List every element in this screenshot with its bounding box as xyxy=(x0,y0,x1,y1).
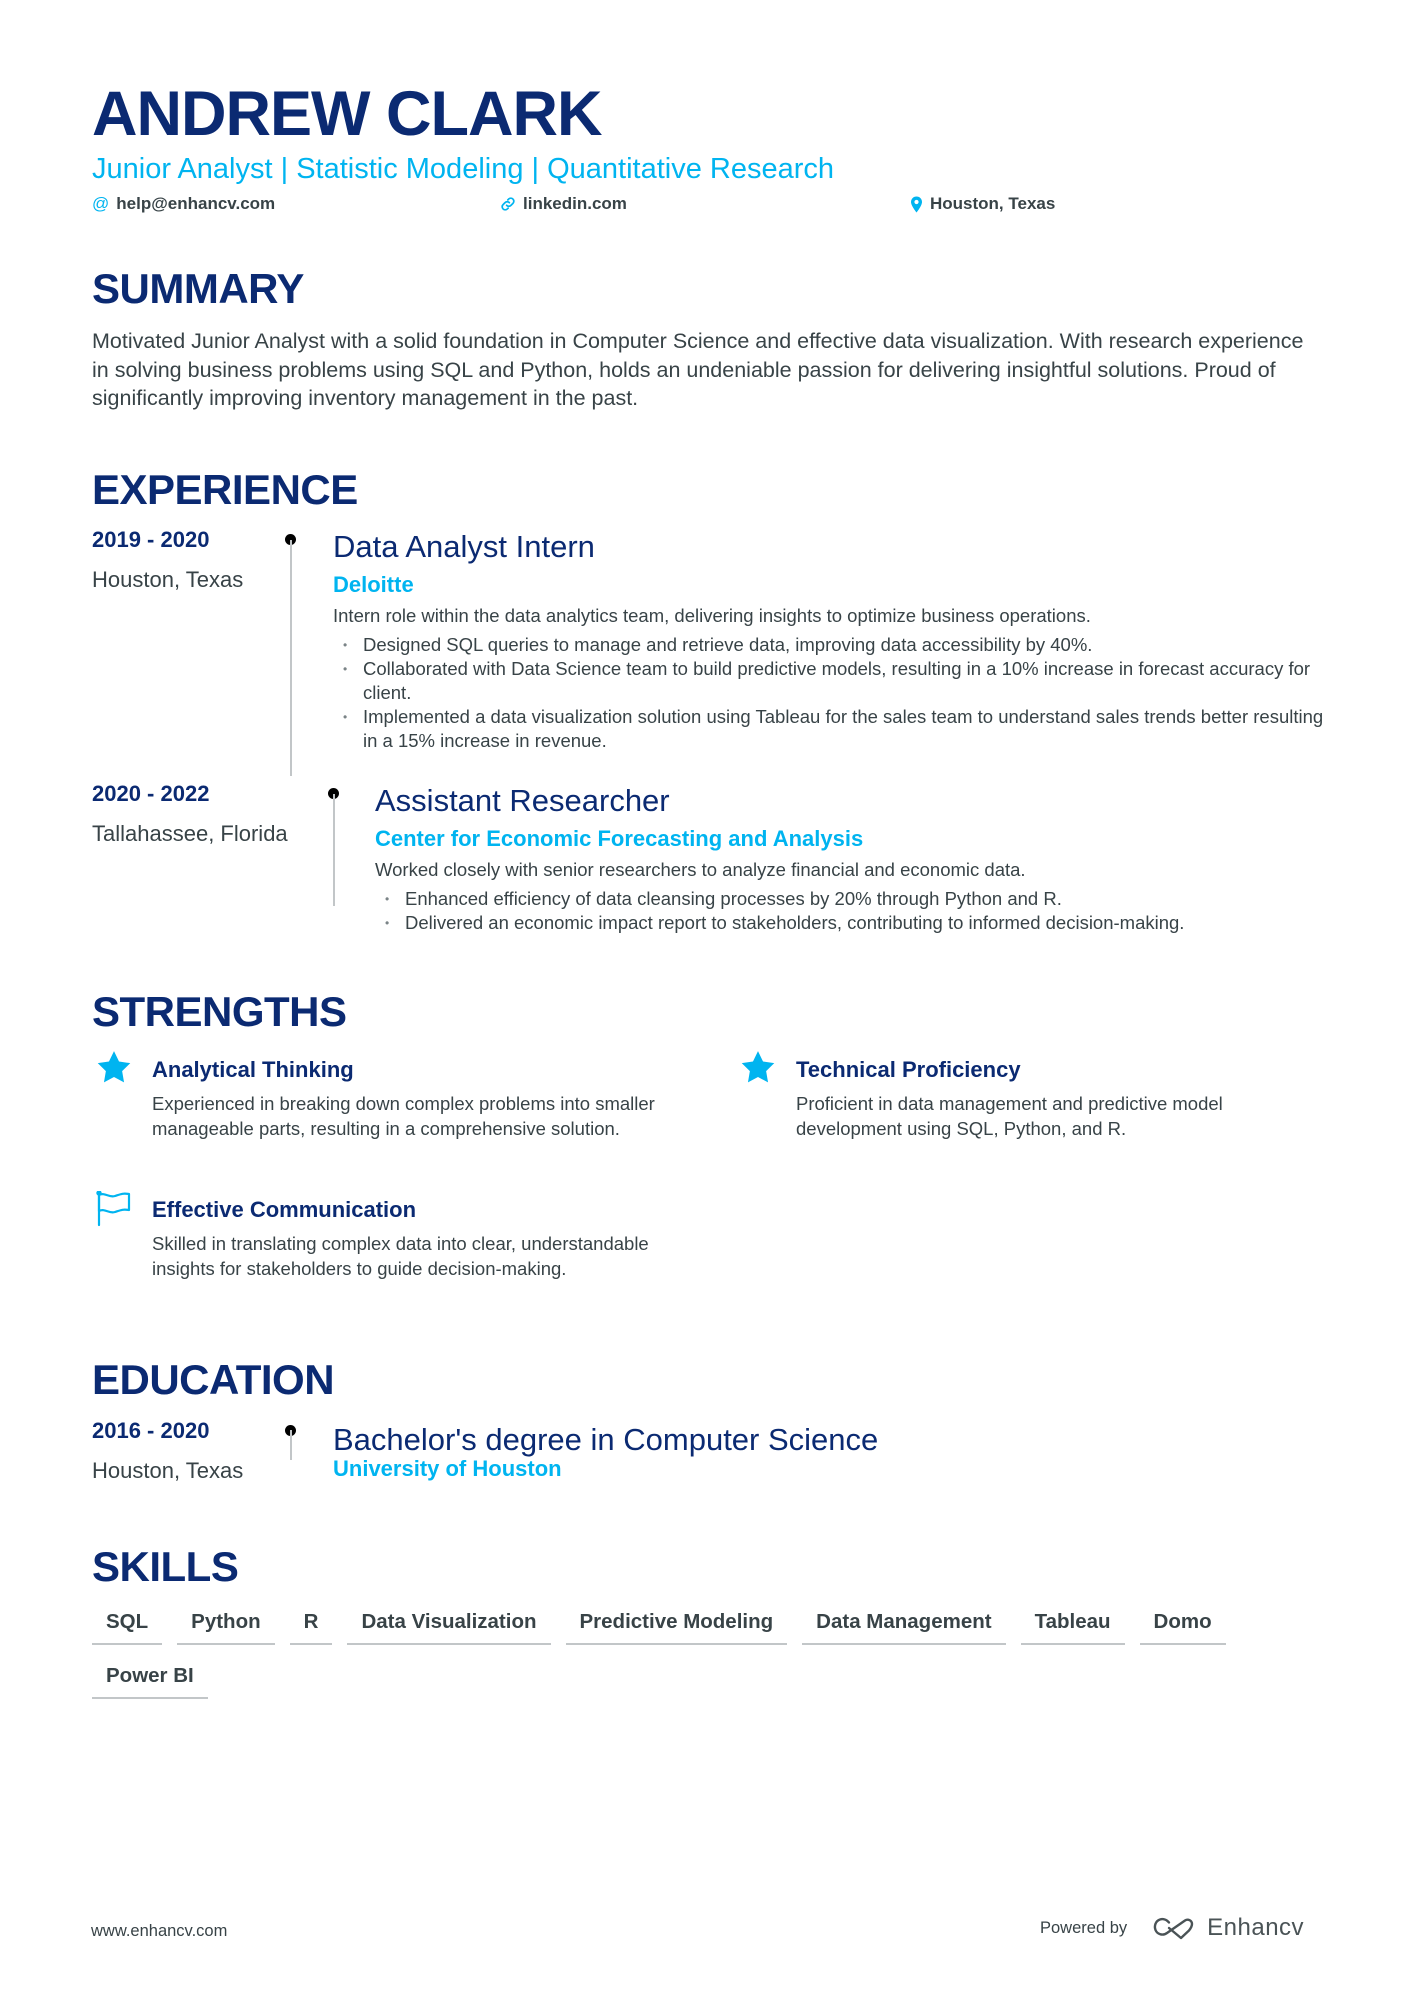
job-bullets xyxy=(333,633,1333,753)
skills-list xyxy=(92,1603,1332,1699)
strength-description: Skilled in translating complex data into clear, understandable insights for stakeholders to guide decision-making. xyxy=(152,1233,649,1279)
contact-email-label: help@enhancv.com xyxy=(116,194,276,213)
flag-icon xyxy=(96,1191,134,1232)
footer-branding xyxy=(1040,1914,1304,1942)
job-title: Assistant Researcher xyxy=(375,783,670,818)
skill-tag: Power BI xyxy=(92,1657,208,1699)
at-icon: @ xyxy=(92,194,110,213)
experience-location: Houston, Texas xyxy=(92,567,244,592)
enhancv-logo[interactable] xyxy=(1151,1914,1304,1942)
degree-title: Bachelor's degree in Computer Science xyxy=(333,1422,879,1457)
strength-title: Analytical Thinking xyxy=(152,1057,354,1082)
skill-tag: Domo xyxy=(1140,1603,1226,1645)
timeline-line xyxy=(290,540,292,776)
skill-tag: SQL xyxy=(92,1603,162,1645)
link-icon xyxy=(500,196,516,212)
enhancv-logo-icon xyxy=(1151,1916,1197,1940)
skill-tag: Predictive Modeling xyxy=(566,1603,788,1645)
bullet-item: • Designed SQL queries to manage and retrieve data, improving data accessibility by 40%. xyxy=(333,633,1333,657)
footer-website-link[interactable]: www.enhancv.com xyxy=(91,1922,228,1940)
experience-location: Tallahassee, Florida xyxy=(92,821,288,846)
powered-by-label: Powered by xyxy=(1040,1918,1128,1937)
contact-linkedin-label: linkedin.com xyxy=(523,194,627,213)
company-name: Deloitte xyxy=(333,572,414,597)
job-title: Data Analyst Intern xyxy=(333,529,595,564)
education-heading: EDUCATION xyxy=(92,1356,335,1403)
strength-description: Proficient in data management and predictive model development using SQL, Python, and R. xyxy=(796,1093,1223,1139)
contact-location-label: Houston, Texas xyxy=(930,194,1056,213)
experience-dates: 2019 - 2020 xyxy=(92,527,210,552)
job-bullets xyxy=(375,887,1335,935)
strengths-heading: STRENGTHS xyxy=(92,988,347,1035)
contact-email[interactable] xyxy=(92,194,275,214)
company-name: Center for Economic Forecasting and Analysis xyxy=(375,826,864,851)
bullet-item: • Collaborated with Data Science team to build predictive models, resulting in a 10% increase in forecast accuracy for client. xyxy=(333,657,1333,705)
education-location: Houston, Texas xyxy=(92,1458,244,1483)
strength-title: Effective Communication xyxy=(152,1197,417,1222)
brand-name: Enhancv xyxy=(1207,1914,1305,1941)
headline: Junior Analyst | Statistic Modeling | Quantitative Research xyxy=(92,153,835,185)
skill-tag: Tableau xyxy=(1021,1603,1125,1645)
location-pin-icon xyxy=(910,196,923,213)
strength-title: Technical Proficiency xyxy=(796,1057,1021,1082)
bullet-item: • Enhanced efficiency of data cleansing processes by 20% through Python and R. xyxy=(375,887,1335,911)
timeline-line xyxy=(290,1430,292,1460)
experience-dates: 2020 - 2022 xyxy=(92,781,210,806)
skill-tag: Data Visualization xyxy=(347,1603,550,1645)
school-name: University of Houston xyxy=(333,1456,562,1481)
strength-description: Experienced in breaking down complex problems into smaller manageable parts, resulting in a comprehensive solution. xyxy=(152,1093,655,1139)
star-icon xyxy=(740,1050,776,1089)
timeline-line xyxy=(333,794,335,906)
education-dates: 2016 - 2020 xyxy=(92,1418,210,1443)
skill-tag: Data Management xyxy=(802,1603,1005,1645)
experience-heading: EXPERIENCE xyxy=(92,466,358,513)
skill-tag: Python xyxy=(177,1603,274,1645)
bullet-item: • Implemented a data visualization solution using Tableau for the sales team to understand sales trends better resulting in a 15% increase in revenue. xyxy=(333,705,1333,753)
contact-linkedin[interactable] xyxy=(500,194,627,214)
job-description: Worked closely with senior researchers to analyze financial and economic data. xyxy=(375,859,1026,880)
candidate-name: ANDREW CLARK xyxy=(92,79,602,149)
skills-heading: SKILLS xyxy=(92,1543,239,1590)
skill-tag: R xyxy=(290,1603,333,1645)
summary-heading: SUMMARY xyxy=(92,265,304,312)
contact-location xyxy=(910,194,1055,214)
star-icon xyxy=(96,1050,132,1089)
bullet-item: • Delivered an economic impact report to stakeholders, contributing to informed decision-making. xyxy=(375,911,1335,935)
summary-text: Motivated Junior Analyst with a solid foundation in Computer Science and effective data visualization. With research experience in solving business problems using SQL and Python, holds an undeniable passion for delivering insightful solutions. Proud of significantly improving inventory management in the past. xyxy=(92,329,1304,410)
job-description: Intern role within the data analytics team, delivering insights to optimize business operations. xyxy=(333,605,1091,626)
